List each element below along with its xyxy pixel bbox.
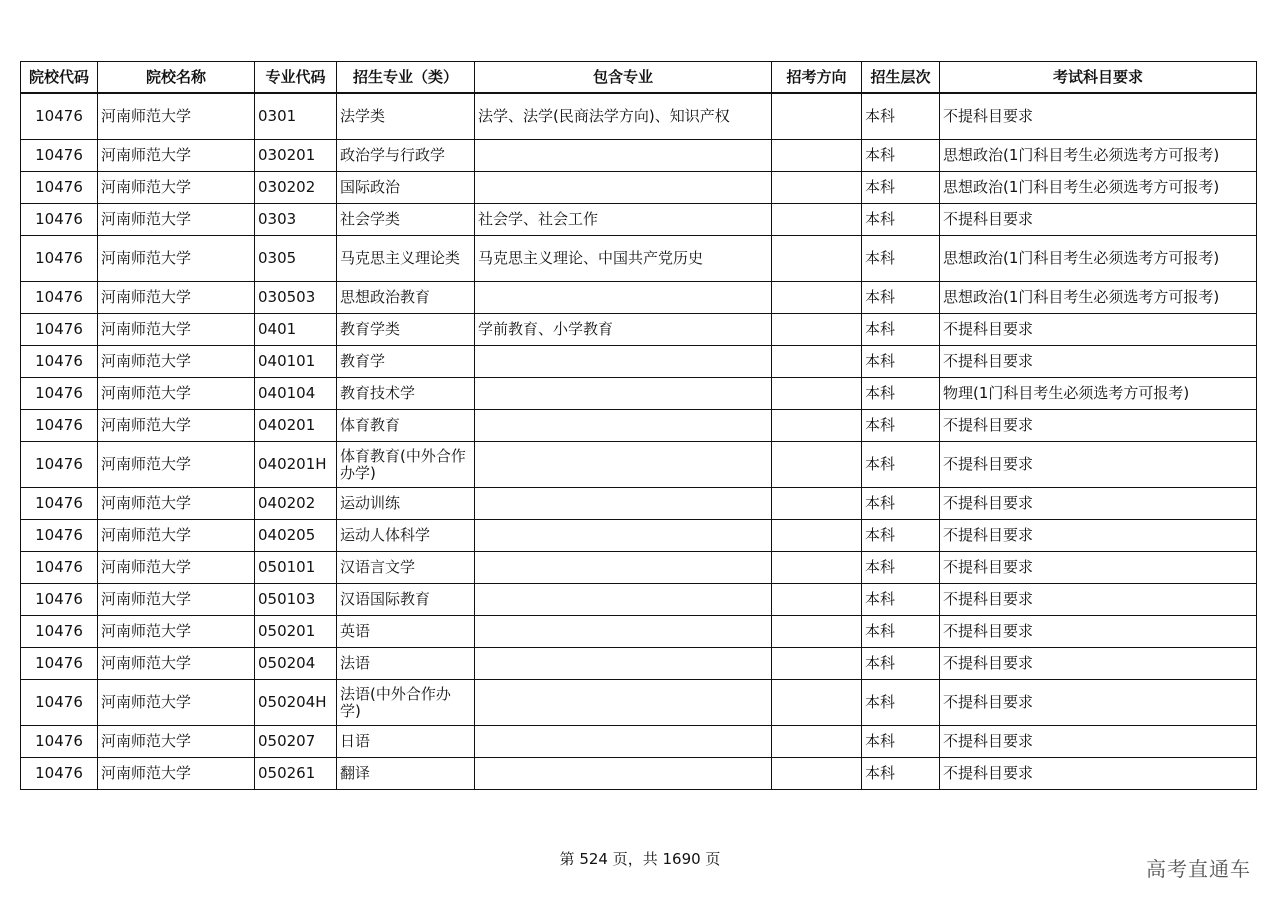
- cell-direction: [772, 584, 862, 616]
- cell-school-code: 10476: [21, 346, 98, 378]
- cell-direction: [772, 172, 862, 204]
- cell-direction: [772, 520, 862, 552]
- cell-school-code: 10476: [21, 488, 98, 520]
- cell-includes: [475, 584, 772, 616]
- cell-requirement: 不提科目要求: [940, 616, 1257, 648]
- cell-major: 教育学: [337, 346, 475, 378]
- cell-direction: [772, 410, 862, 442]
- cell-includes: 马克思主义理论、中国共产党历史: [475, 236, 772, 282]
- cell-direction: [772, 442, 862, 488]
- cell-school-code: 10476: [21, 314, 98, 346]
- cell-level: 本科: [862, 488, 940, 520]
- header-school-name: 院校名称: [98, 62, 255, 94]
- cell-includes: [475, 648, 772, 680]
- cell-major: 教育学类: [337, 314, 475, 346]
- cell-includes: [475, 488, 772, 520]
- cell-major: 教育技术学: [337, 378, 475, 410]
- cell-requirement: 不提科目要求: [940, 346, 1257, 378]
- cell-level: 本科: [862, 346, 940, 378]
- page-number-footer: 第 524 页，共 1690 页: [559, 850, 721, 868]
- cell-direction: [772, 314, 862, 346]
- header-level: 招生层次: [862, 62, 940, 94]
- cell-major: 运动人体科学: [337, 520, 475, 552]
- cell-school-code: 10476: [21, 442, 98, 488]
- cell-school-code: 10476: [21, 93, 98, 140]
- cell-requirement: 思想政治(1门科目考生必须选考方可报考): [940, 172, 1257, 204]
- cell-major: 汉语国际教育: [337, 584, 475, 616]
- table-header-row: [21, 62, 1257, 94]
- cell-requirement: 不提科目要求: [940, 520, 1257, 552]
- cell-school-code: 10476: [21, 204, 98, 236]
- cell-direction: [772, 140, 862, 172]
- cell-school-name: 河南师范大学: [98, 236, 255, 282]
- cell-level: 本科: [862, 282, 940, 314]
- cell-school-name: 河南师范大学: [98, 172, 255, 204]
- cell-major-code: 050101: [255, 552, 337, 584]
- cell-requirement: 不提科目要求: [940, 680, 1257, 726]
- cell-major-code: 0305: [255, 236, 337, 282]
- cell-major-code: 050204H: [255, 680, 337, 726]
- cell-requirement: 不提科目要求: [940, 204, 1257, 236]
- table-row: [21, 346, 1257, 378]
- cell-requirement: 不提科目要求: [940, 442, 1257, 488]
- cell-includes: [475, 172, 772, 204]
- cell-requirement: 思想政治(1门科目考生必须选考方可报考): [940, 140, 1257, 172]
- cell-school-name: 河南师范大学: [98, 282, 255, 314]
- cell-direction: [772, 758, 862, 790]
- cell-requirement: 不提科目要求: [940, 488, 1257, 520]
- cell-major-code: 040201: [255, 410, 337, 442]
- header-requirement: 考试科目要求: [940, 62, 1257, 94]
- cell-requirement: 思想政治(1门科目考生必须选考方可报考): [940, 236, 1257, 282]
- table-row: [21, 680, 1257, 726]
- cell-includes: [475, 378, 772, 410]
- table-row: [21, 552, 1257, 584]
- cell-major-code: 030201: [255, 140, 337, 172]
- cell-school-code: 10476: [21, 726, 98, 758]
- cell-school-name: 河南师范大学: [98, 314, 255, 346]
- cell-school-code: 10476: [21, 616, 98, 648]
- cell-requirement: 不提科目要求: [940, 648, 1257, 680]
- cell-level: 本科: [862, 314, 940, 346]
- cell-school-code: 10476: [21, 172, 98, 204]
- cell-requirement: 不提科目要求: [940, 410, 1257, 442]
- cell-major: 国际政治: [337, 172, 475, 204]
- table-row: [21, 93, 1257, 140]
- cell-requirement: 不提科目要求: [940, 314, 1257, 346]
- cell-major-code: 040205: [255, 520, 337, 552]
- table-body: [21, 93, 1257, 790]
- cell-direction: [772, 680, 862, 726]
- cell-includes: [475, 346, 772, 378]
- table-row: [21, 204, 1257, 236]
- cell-school-name: 河南师范大学: [98, 346, 255, 378]
- cell-level: 本科: [862, 726, 940, 758]
- cell-major-code: 040101: [255, 346, 337, 378]
- cell-includes: 社会学、社会工作: [475, 204, 772, 236]
- cell-school-name: 河南师范大学: [98, 520, 255, 552]
- cell-school-name: 河南师范大学: [98, 648, 255, 680]
- cell-school-name: 河南师范大学: [98, 410, 255, 442]
- table-row: [21, 378, 1257, 410]
- cell-major: 运动训练: [337, 488, 475, 520]
- cell-school-code: 10476: [21, 680, 98, 726]
- cell-level: 本科: [862, 172, 940, 204]
- cell-major-code: 040201H: [255, 442, 337, 488]
- cell-school-code: 10476: [21, 140, 98, 172]
- table-row: [21, 314, 1257, 346]
- cell-major: 体育教育(中外合作办学): [337, 442, 475, 488]
- cell-school-code: 10476: [21, 520, 98, 552]
- cell-requirement: 不提科目要求: [940, 93, 1257, 140]
- cell-direction: [772, 726, 862, 758]
- cell-requirement: 物理(1门科目考生必须选考方可报考): [940, 378, 1257, 410]
- cell-major-code: 0301: [255, 93, 337, 140]
- cell-includes: 法学、法学(民商法学方向)、知识产权: [475, 93, 772, 140]
- header-major-code: 专业代码: [255, 62, 337, 94]
- cell-direction: [772, 236, 862, 282]
- table-row: [21, 140, 1257, 172]
- cell-school-name: 河南师范大学: [98, 93, 255, 140]
- cell-level: 本科: [862, 140, 940, 172]
- cell-includes: [475, 410, 772, 442]
- cell-major-code: 050207: [255, 726, 337, 758]
- cell-school-code: 10476: [21, 410, 98, 442]
- cell-major: 汉语言文学: [337, 552, 475, 584]
- cell-major-code: 030503: [255, 282, 337, 314]
- cell-requirement: 思想政治(1门科目考生必须选考方可报考): [940, 282, 1257, 314]
- cell-level: 本科: [862, 520, 940, 552]
- cell-major: 翻译: [337, 758, 475, 790]
- cell-major-code: 050201: [255, 616, 337, 648]
- cell-includes: [475, 442, 772, 488]
- cell-direction: [772, 552, 862, 584]
- cell-requirement: 不提科目要求: [940, 584, 1257, 616]
- table-row: [21, 488, 1257, 520]
- table-row: [21, 648, 1257, 680]
- cell-direction: [772, 488, 862, 520]
- cell-includes: [475, 282, 772, 314]
- cell-level: 本科: [862, 616, 940, 648]
- cell-includes: [475, 520, 772, 552]
- cell-school-code: 10476: [21, 282, 98, 314]
- cell-includes: [475, 552, 772, 584]
- watermark: 高考直通车: [1146, 857, 1251, 881]
- cell-major-code: 0401: [255, 314, 337, 346]
- cell-school-name: 河南师范大学: [98, 488, 255, 520]
- cell-school-name: 河南师范大学: [98, 140, 255, 172]
- cell-major-code: 050204: [255, 648, 337, 680]
- table-row: [21, 726, 1257, 758]
- cell-includes: [475, 726, 772, 758]
- cell-school-name: 河南师范大学: [98, 680, 255, 726]
- cell-level: 本科: [862, 410, 940, 442]
- cell-level: 本科: [862, 648, 940, 680]
- cell-major-code: 050261: [255, 758, 337, 790]
- cell-major: 体育教育: [337, 410, 475, 442]
- cell-includes: [475, 758, 772, 790]
- cell-school-name: 河南师范大学: [98, 552, 255, 584]
- table-row: [21, 616, 1257, 648]
- cell-level: 本科: [862, 204, 940, 236]
- cell-direction: [772, 204, 862, 236]
- cell-major: 英语: [337, 616, 475, 648]
- cell-direction: [772, 616, 862, 648]
- cell-school-name: 河南师范大学: [98, 378, 255, 410]
- cell-level: 本科: [862, 93, 940, 140]
- cell-level: 本科: [862, 680, 940, 726]
- cell-requirement: 不提科目要求: [940, 726, 1257, 758]
- cell-school-name: 河南师范大学: [98, 758, 255, 790]
- cell-direction: [772, 93, 862, 140]
- cell-school-name: 河南师范大学: [98, 616, 255, 648]
- cell-major: 法语(中外合作办学): [337, 680, 475, 726]
- cell-direction: [772, 282, 862, 314]
- cell-level: 本科: [862, 758, 940, 790]
- cell-major-code: 040104: [255, 378, 337, 410]
- header-school-code: 院校代码: [21, 62, 98, 94]
- header-direction: 招考方向: [772, 62, 862, 94]
- cell-level: 本科: [862, 236, 940, 282]
- table-row: [21, 584, 1257, 616]
- cell-school-code: 10476: [21, 648, 98, 680]
- table-row: [21, 520, 1257, 552]
- table-row: [21, 282, 1257, 314]
- cell-major: 法语: [337, 648, 475, 680]
- cell-school-name: 河南师范大学: [98, 442, 255, 488]
- cell-school-code: 10476: [21, 236, 98, 282]
- table-row: [21, 172, 1257, 204]
- cell-school-name: 河南师范大学: [98, 726, 255, 758]
- cell-level: 本科: [862, 552, 940, 584]
- cell-school-name: 河南师范大学: [98, 204, 255, 236]
- cell-school-code: 10476: [21, 378, 98, 410]
- cell-includes: 学前教育、小学教育: [475, 314, 772, 346]
- cell-major: 法学类: [337, 93, 475, 140]
- cell-includes: [475, 616, 772, 648]
- cell-school-code: 10476: [21, 758, 98, 790]
- cell-school-code: 10476: [21, 584, 98, 616]
- cell-level: 本科: [862, 442, 940, 488]
- cell-direction: [772, 378, 862, 410]
- cell-major: 社会学类: [337, 204, 475, 236]
- cell-major: 日语: [337, 726, 475, 758]
- cell-school-code: 10476: [21, 552, 98, 584]
- cell-direction: [772, 648, 862, 680]
- header-major: 招生专业（类）: [337, 62, 475, 94]
- cell-requirement: 不提科目要求: [940, 758, 1257, 790]
- cell-major-code: 0303: [255, 204, 337, 236]
- cell-major-code: 050103: [255, 584, 337, 616]
- cell-includes: [475, 140, 772, 172]
- cell-major-code: 030202: [255, 172, 337, 204]
- cell-major: 马克思主义理论类: [337, 236, 475, 282]
- cell-major: 思想政治教育: [337, 282, 475, 314]
- table-row: [21, 758, 1257, 790]
- cell-major-code: 040202: [255, 488, 337, 520]
- cell-school-name: 河南师范大学: [98, 584, 255, 616]
- cell-includes: [475, 680, 772, 726]
- cell-level: 本科: [862, 584, 940, 616]
- enrollment-table: [20, 61, 1257, 790]
- cell-requirement: 不提科目要求: [940, 552, 1257, 584]
- table-row: [21, 410, 1257, 442]
- table-row: [21, 442, 1257, 488]
- cell-major: 政治学与行政学: [337, 140, 475, 172]
- header-includes: 包含专业: [475, 62, 772, 94]
- cell-direction: [772, 346, 862, 378]
- table-row: [21, 236, 1257, 282]
- cell-level: 本科: [862, 378, 940, 410]
